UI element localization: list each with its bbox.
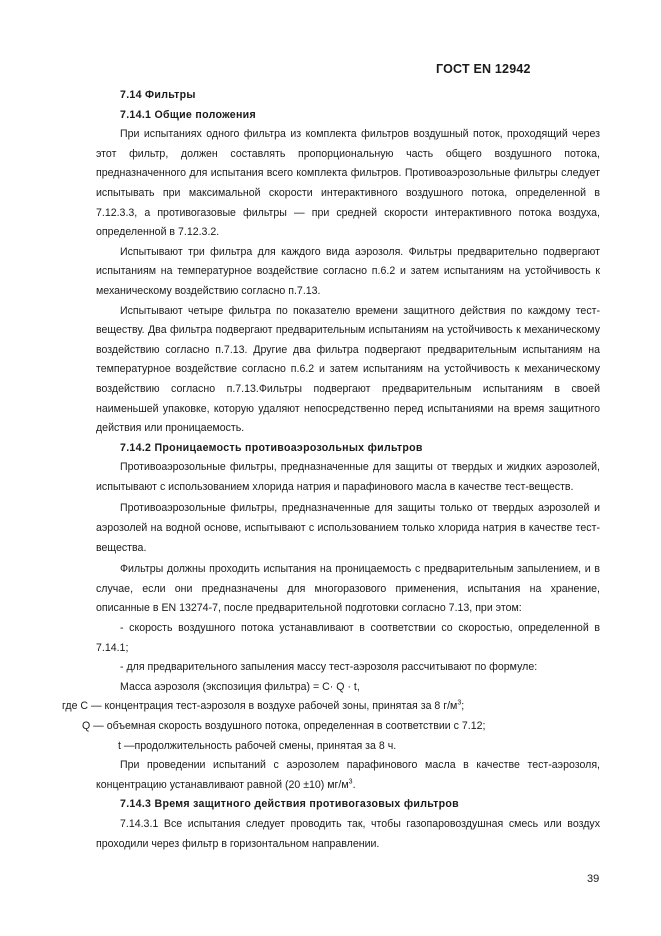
list-item: - для предварительного запыления массу тест-аэрозоля рассчитывают по формуле: [120, 661, 538, 674]
paragraph: Фильтры должны проходить испытания на проницаемость с предварительным запылением, и в случае, если они предназначены для многоразового применения, испытания на хранение, описанные в EN 13274-7, после предварительной подготовки согласно 7.13, при этом: [96, 563, 600, 615]
formula-legend-q: Q — объемная скорость воздушного потока, определенная в соответствии с 7.12; [82, 720, 486, 732]
page-number: 39 [587, 873, 600, 885]
paragraph: При испытаниях одного фильтра из комплекта фильтров воздушный поток, проходящий через этот фильтр, должен составлять пропорциональную часть общего воздушного потока, предназначенного для испытания всего комплекта фильтров. Противоаэрозольные фильтры следует испытывать при максимальной скорости интерактивного воздушного потока, определенной в 7.12.3.3, а противогазовые фильтры — при средней скорости интерактивного потока воздуха, определенной в 7.12.3.2. [96, 128, 600, 239]
section-heading-7-14: 7.14 Фильтры [120, 89, 196, 101]
paragraph: При проведении испытаний с аэрозолем парафинового масла в качестве тест-аэрозоля, концентрацию устанавливают равной (20 ±10) $мг/м^3$. [96, 759, 600, 791]
document-body [62, 86, 600, 854]
formula: Масса аэрозоля (экспозиция фильтра) = C· Q · t, [120, 680, 360, 693]
section-heading-7-14-2: 7.14.2 Проницаемость противоаэрозольных фильтров [120, 441, 423, 454]
section-heading-7-14-3: 7.14.3 Время защитного действия противогазовых фильтров [120, 798, 459, 811]
paragraph: Противоаэрозольные фильтры, предназначенные для защиты от твердых и жидких аэрозолей, испытывают с использованием хлорида натрия и парафинового масла в качестве тест-веществ. [96, 461, 600, 493]
paragraph: Испытывают три фильтра для каждого вида аэрозоля. Фильтры предварительно подвергают испытаниям на температурное воздействие согласно п.6.2 и затем испытаниям на устойчивость к механическому воздействию согласно п.7.13. [96, 245, 600, 297]
paragraph: Противоаэрозольные фильтры, предназначенные для защиты только от твердых аэрозолей и аэрозолей на водной основе, испытывают с использованием только хлорида натрия в качестве тест-вещества. [96, 502, 600, 554]
paragraph: Испытывают четыре фильтра по показателю времени защитного действия по каждому тест-веществу. Два фильтра подвергают предварительным испытаниям на устойчивость к механическому воздействию согласно п.7.13. Другие два фильтра подвергают предварительным испытаниям на температурное воздействие согласно п.6.2 и затем испытаниям на устойчивость к механическому воздействию согласно п.7.13.Фильтры подвергают предварительным испытаниям в своей наименьшей упаковке, которую удаляют непосредственно перед испытаниями на время защитного действия или проницаемость. [96, 304, 600, 435]
formula-legend-c: где C — концентрация тест-аэрозоля в воздухе рабочей зоны, принятая за 8 $г/м^3$; [62, 699, 465, 713]
paragraph: 7.14.3.1 Все испытания следует проводить так, чтобы газопаровоздушная смесь или воздух проходили через фильтр в горизонтальном направлении. [96, 817, 600, 850]
section-heading-7-14-1: 7.14.1 Общие положения [120, 108, 256, 121]
standard-code: ГОСТ EN 12942 [436, 62, 531, 76]
list-item: - скорость воздушного потока устанавливают в соответствии со скоростью, определенной в 7.14.1; [96, 622, 600, 654]
formula-legend-t: t —продолжительность рабочей смены, принятая за 8 ч. [118, 739, 397, 752]
